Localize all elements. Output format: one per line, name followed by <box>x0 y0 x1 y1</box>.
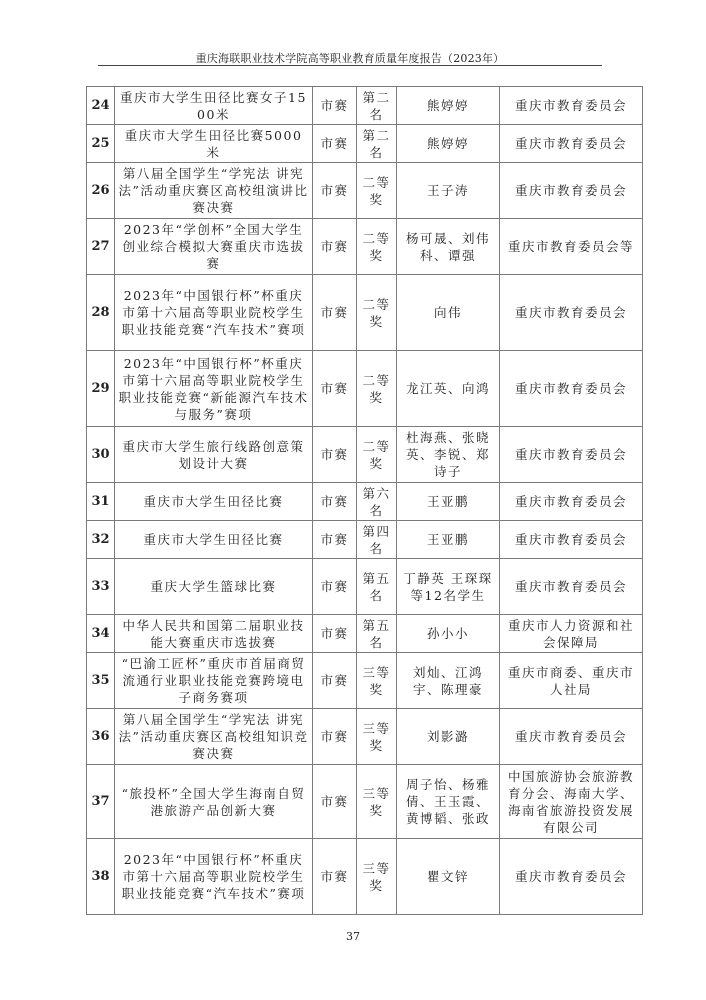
table-row <box>87 483 643 521</box>
winner-names: 周子怡、杨雅倩、王玉霞、黄博韬、张政 <box>397 765 500 839</box>
winner-names: 王亚鹏 <box>397 521 500 559</box>
award-rank: 第六名 <box>357 483 397 521</box>
row-number: 35 <box>87 653 115 709</box>
award-rank: 第五名 <box>357 615 397 653</box>
competition-level: 市赛 <box>313 521 357 559</box>
organizer: 重庆市教育委员会 <box>500 483 643 521</box>
award-rank: 二等奖 <box>357 219 397 275</box>
competition-level: 市赛 <box>313 219 357 275</box>
competition-name: 2023年“中国银行杯”杯重庆市第十六届高等职业院校学生职业技能竞赛“汽车技术”赛项 <box>115 839 313 915</box>
award-rank: 二等奖 <box>357 427 397 483</box>
awards-table-body <box>87 87 643 915</box>
winner-names: 孙小小 <box>397 615 500 653</box>
table-row <box>87 275 643 351</box>
row-number: 25 <box>87 125 115 163</box>
organizer: 重庆市教育委员会 <box>500 275 643 351</box>
competition-level: 市赛 <box>313 839 357 915</box>
award-rank: 三等奖 <box>357 653 397 709</box>
competition-name: 中华人民共和国第二届职业技能大赛重庆市选拔赛 <box>115 615 313 653</box>
competition-name: 2023年“中国银行杯”杯重庆市第十六届高等职业院校学生职业技能竞赛“新能源汽车技术与服务”赛项 <box>115 351 313 427</box>
table-row <box>87 219 643 275</box>
row-number: 28 <box>87 275 115 351</box>
organizer: 重庆市商委、重庆市人社局 <box>500 653 643 709</box>
organizer: 重庆市人力资源和社会保障局 <box>500 615 643 653</box>
row-number: 38 <box>87 839 115 915</box>
competition-name: 重庆大学生篮球比赛 <box>115 559 313 615</box>
row-number: 30 <box>87 427 115 483</box>
row-number: 27 <box>87 219 115 275</box>
award-rank: 第四名 <box>357 521 397 559</box>
row-number: 26 <box>87 163 115 219</box>
table-row <box>87 87 643 125</box>
competition-level: 市赛 <box>313 709 357 765</box>
winner-names: 丁静英 王琛琛等12名学生 <box>397 559 500 615</box>
competition-name: 2023年“学创杯”全国大学生创业综合模拟大赛重庆市选拔赛 <box>115 219 313 275</box>
row-number: 37 <box>87 765 115 839</box>
row-number: 34 <box>87 615 115 653</box>
table-row <box>87 163 643 219</box>
competition-level: 市赛 <box>313 483 357 521</box>
organizer: 重庆市教育委员会 <box>500 125 643 163</box>
organizer: 重庆市教育委员会等 <box>500 219 643 275</box>
winner-names: 向伟 <box>397 275 500 351</box>
award-rank: 三等奖 <box>357 709 397 765</box>
page-number: 37 <box>346 930 360 943</box>
winner-names: 瞿文锌 <box>397 839 500 915</box>
organizer: 中国旅游协会旅游教育分会、海南大学、海南省旅游投资发展有限公司 <box>500 765 643 839</box>
table-row <box>87 521 643 559</box>
organizer: 重庆市教育委员会 <box>500 839 643 915</box>
award-rank: 第二名 <box>357 87 397 125</box>
organizer: 重庆市教育委员会 <box>500 351 643 427</box>
table-row <box>87 839 643 915</box>
competition-level: 市赛 <box>313 125 357 163</box>
table-row <box>87 653 643 709</box>
competition-level: 市赛 <box>313 275 357 351</box>
winner-names: 杨可晟、刘伟科、谭强 <box>397 219 500 275</box>
row-number: 31 <box>87 483 115 521</box>
winner-names: 熊婷婷 <box>397 87 500 125</box>
award-rank: 三等奖 <box>357 839 397 915</box>
row-number: 32 <box>87 521 115 559</box>
competition-level: 市赛 <box>313 351 357 427</box>
table-row <box>87 709 643 765</box>
organizer: 重庆市教育委员会 <box>500 87 643 125</box>
competition-name: 第八届全国学生“学宪法 讲宪法”活动重庆赛区高校组知识竞赛决赛 <box>115 709 313 765</box>
competition-name: 重庆市大学生旅行线路创意策划设计大赛 <box>115 427 313 483</box>
organizer: 重庆市教育委员会 <box>500 427 643 483</box>
award-rank: 二等奖 <box>357 275 397 351</box>
row-number: 36 <box>87 709 115 765</box>
competition-name: “巴渝工匠杯”重庆市首届商贸流通行业职业技能竞赛跨境电子商务赛项 <box>115 653 313 709</box>
award-rank: 二等奖 <box>357 163 397 219</box>
table-row <box>87 559 643 615</box>
award-rank: 第二名 <box>357 125 397 163</box>
table-row <box>87 765 643 839</box>
winner-names: 王子涛 <box>397 163 500 219</box>
award-rank: 第五名 <box>357 559 397 615</box>
competition-name: 重庆市大学生田径比赛 <box>115 521 313 559</box>
winner-names: 王亚鹏 <box>397 483 500 521</box>
organizer: 重庆市教育委员会 <box>500 709 643 765</box>
awards-table <box>86 86 643 915</box>
competition-level: 市赛 <box>313 615 357 653</box>
competition-level: 市赛 <box>313 765 357 839</box>
row-number: 33 <box>87 559 115 615</box>
competition-level: 市赛 <box>313 559 357 615</box>
page-header: 重庆海联职业技术学院高等职业教育质量年度报告（2023年） <box>195 52 505 65</box>
award-rank: 二等奖 <box>357 351 397 427</box>
winner-names: 熊婷婷 <box>397 125 500 163</box>
winner-names: 杜海燕、张晓英、李锐、郑诗子 <box>397 427 500 483</box>
competition-name: 重庆市大学生田径比赛 <box>115 483 313 521</box>
competition-name: 第八届全国学生“学宪法 讲宪法”活动重庆赛区高校组演讲比赛决赛 <box>115 163 313 219</box>
organizer: 重庆市教育委员会 <box>500 559 643 615</box>
winner-names: 龙江英、向鸿 <box>397 351 500 427</box>
competition-name: 重庆市大学生田径比赛女子1500米 <box>115 87 313 125</box>
competition-name: 2023年“中国银行杯”杯重庆市第十六届高等职业院校学生职业技能竞赛“汽车技术”赛项 <box>115 275 313 351</box>
winner-names: 刘影潞 <box>397 709 500 765</box>
row-number: 29 <box>87 351 115 427</box>
winner-names: 刘灿、江鸿宇、陈理豪 <box>397 653 500 709</box>
competition-level: 市赛 <box>313 653 357 709</box>
competition-name: “旅投杯”全国大学生海南自贸港旅游产品创新大赛 <box>115 765 313 839</box>
award-rank: 三等奖 <box>357 765 397 839</box>
table-row <box>87 427 643 483</box>
competition-level: 市赛 <box>313 427 357 483</box>
header-rule <box>98 65 602 66</box>
organizer: 重庆市教育委员会 <box>500 521 643 559</box>
competition-level: 市赛 <box>313 87 357 125</box>
organizer: 重庆市教育委员会 <box>500 163 643 219</box>
competition-level: 市赛 <box>313 163 357 219</box>
table-row <box>87 615 643 653</box>
row-number: 24 <box>87 87 115 125</box>
table-row <box>87 125 643 163</box>
competition-name: 重庆市大学生田径比赛5000米 <box>115 125 313 163</box>
table-row <box>87 351 643 427</box>
